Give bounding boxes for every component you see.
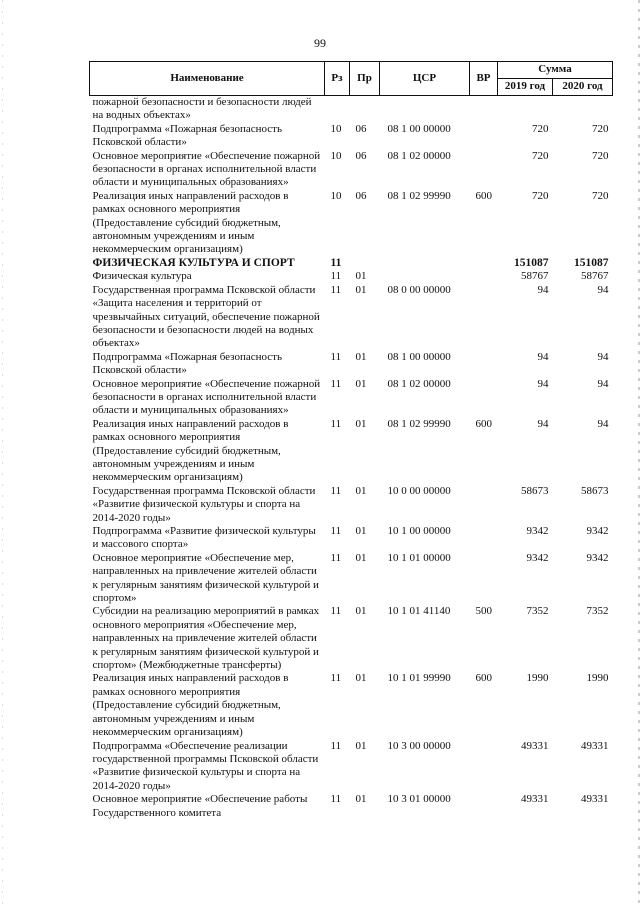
row-pr: 01 [355, 270, 367, 283]
row-sum-2019 [498, 96, 553, 123]
row-rz: 11 [330, 377, 342, 390]
row-rz: 11 [330, 525, 342, 537]
row-rz: 11 [330, 605, 342, 618]
row-pr: 01 [355, 484, 367, 497]
table-row [90, 525, 613, 552]
header-pr: Пр [350, 62, 380, 96]
row-name: Реализация иных направлений расходов в рамках основного мероприятия (Предоставление субсидий бюджетным, автономным учреждениям и иным некоммерческим организациям) [92, 189, 289, 256]
row-csr: 08 1 00 00000 [387, 122, 451, 135]
table-header [90, 62, 613, 96]
row-csr: 08 0 00 00000 [387, 283, 451, 296]
row-csr: 10 1 01 99990 [387, 672, 451, 685]
row-sum-2020: 58767 [581, 270, 609, 283]
row-vr [470, 123, 498, 150]
row-csr: 10 3 00 00000 [387, 739, 451, 752]
row-vr [470, 485, 498, 525]
row-pr: 01 [355, 283, 367, 296]
row-vr [470, 552, 498, 606]
table-row [90, 672, 613, 739]
row-sum-2019: 7352 [526, 605, 549, 618]
row-sum-2019: 151087 [514, 256, 549, 269]
table-row [90, 351, 613, 378]
row-pr: 01 [355, 350, 367, 363]
row-vr: 500 [475, 605, 492, 618]
row-name: Физическая культура [92, 270, 192, 283]
row-sum-2020: 94 [597, 417, 609, 430]
row-vr [470, 525, 498, 552]
page-number: 99 [314, 36, 326, 50]
table-row [90, 793, 613, 820]
row-rz: 10 [330, 149, 342, 162]
row-rz: 11 [330, 551, 342, 564]
row-sum-2020: 9342 [586, 525, 609, 537]
row-vr [470, 378, 498, 418]
row-sum-2020: 49331 [581, 793, 609, 806]
table-row [90, 740, 613, 794]
row-pr [350, 96, 380, 123]
row-csr: 08 1 00 00000 [387, 350, 451, 363]
row-name: Подпрограмма «Пожарная безопасность Псковской области» [92, 350, 282, 377]
row-pr: 01 [355, 525, 367, 537]
row-name: Субсидии на реализацию мероприятий в рамках основного мероприятия «Обеспечение мер, направленных на привлечение жителей области к регулярным занятиям физической культурой и спортом» (Межбюджетные трансферты) [92, 605, 320, 672]
table-row [90, 485, 613, 525]
row-sum-2020: 49331 [581, 739, 609, 752]
row-vr: 600 [475, 672, 492, 685]
row-vr [470, 793, 498, 820]
scan-edge-left [2, 0, 3, 905]
row-pr [350, 257, 380, 270]
table-row [90, 284, 613, 351]
row-sum-2019: 49331 [521, 739, 549, 752]
row-sum-2019: 720 [532, 122, 549, 135]
row-sum-2019: 58767 [521, 270, 549, 283]
row-sum-2019: 94 [537, 350, 549, 363]
row-rz: 11 [330, 484, 342, 497]
row-sum-2020: 9342 [586, 551, 609, 564]
row-pr: 01 [355, 605, 367, 618]
header-vr: ВР [470, 62, 498, 96]
table-row [90, 605, 613, 672]
row-rz: 11 [330, 417, 342, 430]
row-rz: 11 [330, 739, 342, 752]
table-row [90, 190, 613, 257]
row-rz: 11 [330, 672, 342, 685]
row-vr [470, 257, 498, 270]
row-sum-2019: 720 [532, 189, 549, 202]
row-sum-2019: 49331 [521, 793, 549, 806]
row-pr: 01 [355, 739, 367, 752]
row-sum-2019: 9342 [526, 525, 549, 537]
row-pr: 06 [355, 122, 367, 135]
row-sum-2019: 94 [537, 283, 549, 296]
table-row [90, 552, 613, 606]
row-sum-2019: 94 [537, 377, 549, 390]
row-sum-2020: 720 [592, 149, 609, 162]
table-row [90, 96, 613, 123]
table-row [90, 257, 613, 270]
header-year-2019: 2019 год [498, 79, 553, 96]
row-pr: 01 [355, 417, 367, 430]
row-pr: 06 [355, 189, 367, 202]
table-row [90, 378, 613, 418]
row-sum-2020: 94 [597, 377, 609, 390]
budget-table [89, 61, 613, 820]
row-vr [470, 96, 498, 123]
row-sum-2019: 720 [532, 149, 549, 162]
row-sum-2019: 1990 [526, 672, 549, 685]
row-rz: 11 [330, 793, 342, 806]
table-row [90, 150, 613, 190]
row-name: Основное мероприятие «Обеспечение пожарной безопасности в органах исполнительной власти области и муниципальных образованиях» [92, 377, 321, 417]
row-name: Подпрограмма «Развитие физической культуры и массового спорта» [92, 525, 316, 551]
row-vr [470, 270, 498, 283]
row-rz: 10 [330, 122, 342, 135]
row-sum-2020: 7352 [586, 605, 609, 618]
table-body [90, 96, 613, 820]
row-csr: 08 1 02 99990 [387, 189, 451, 202]
row-sum-2020: 720 [592, 189, 609, 202]
row-rz: 11 [330, 270, 342, 283]
row-sum-2020 [553, 96, 613, 123]
row-pr: 01 [355, 377, 367, 390]
row-vr [470, 284, 498, 351]
row-name: Основное мероприятие «Обеспечение пожарной безопасности в органах исполнительной власти области и муниципальных образованиях» [92, 149, 321, 189]
row-name: пожарной безопасности и безопасности людей на водных объектах» [92, 96, 312, 122]
row-name: Реализация иных направлений расходов в рамках основного мероприятия (Предоставление субсидий бюджетным, автономным учреждениям и иным некоммерческим организациям) [92, 417, 289, 484]
row-csr: 10 1 01 00000 [387, 551, 451, 564]
row-name: Государственная программа Псковской области «Защита населения и территорий от чрезвычайных ситуаций, обеспечение пожарной безопасности и безопасности людей на водных объектах» [92, 283, 320, 350]
row-pr: 01 [355, 672, 367, 685]
row-vr [470, 351, 498, 378]
table-row [90, 270, 613, 283]
row-csr: 08 1 02 99990 [387, 417, 451, 430]
row-name: Государственная программа Псковской области «Развитие физической культуры и спорта на 2014-2020 годы» [92, 484, 316, 524]
row-rz: 11 [330, 283, 342, 296]
row-vr [470, 740, 498, 794]
row-name: Подпрограмма «Обеспечение реализации государственной программы Псковской области «Развитие физической культуры и спорта на 2014-2020 годы» [92, 739, 319, 792]
header-sum: Сумма [498, 62, 613, 79]
row-name: Основное мероприятие «Обеспечение мер, направленных на привлечение жителей области к регулярным занятиям физической культурой и спортом» [92, 551, 319, 605]
header-rz: Рз [325, 62, 350, 96]
row-rz: 11 [330, 256, 342, 269]
row-sum-2020: 1990 [586, 672, 609, 685]
table-row [90, 418, 613, 485]
row-sum-2020: 94 [597, 283, 609, 296]
row-csr [380, 257, 470, 270]
row-sum-2020: 58673 [581, 484, 609, 497]
row-rz [325, 96, 350, 123]
row-sum-2019: 94 [537, 417, 549, 430]
row-vr [470, 150, 498, 190]
row-vr: 600 [475, 417, 492, 430]
header-csr: ЦСР [380, 62, 470, 96]
header-year-2020: 2020 год [553, 79, 613, 96]
row-sum-2020: 151087 [574, 256, 609, 269]
row-pr: 06 [355, 149, 367, 162]
row-vr: 600 [475, 189, 492, 202]
row-name: Реализация иных направлений расходов в рамках основного мероприятия (Предоставление субсидий бюджетным, автономным учреждениям и иным некоммерческим организациям) [92, 672, 289, 739]
row-rz: 10 [330, 189, 342, 202]
row-csr: 10 1 00 00000 [387, 525, 451, 537]
header-name: Наименование [90, 62, 325, 96]
row-sum-2019: 9342 [526, 551, 549, 564]
row-csr [380, 96, 470, 123]
table-row [90, 123, 613, 150]
row-name: ФИЗИЧЕСКАЯ КУЛЬТУРА И СПОРТ [92, 256, 295, 269]
row-sum-2020: 720 [592, 122, 609, 135]
row-csr: 10 0 00 00000 [387, 484, 451, 497]
row-pr: 01 [355, 793, 367, 806]
row-name: Основное мероприятие «Обеспечение работы Государственного комитета [92, 793, 308, 819]
row-sum-2019: 58673 [521, 484, 549, 497]
row-name: Подпрограмма «Пожарная безопасность Псковской области» [92, 122, 282, 149]
row-csr [380, 270, 470, 283]
row-csr: 08 1 02 00000 [387, 149, 451, 162]
row-sum-2020: 94 [597, 350, 609, 363]
row-csr: 10 3 01 00000 [387, 793, 451, 806]
row-csr: 10 1 01 41140 [387, 605, 451, 618]
row-csr: 08 1 02 00000 [387, 377, 451, 390]
row-pr: 01 [355, 551, 367, 564]
row-rz: 11 [330, 350, 342, 363]
